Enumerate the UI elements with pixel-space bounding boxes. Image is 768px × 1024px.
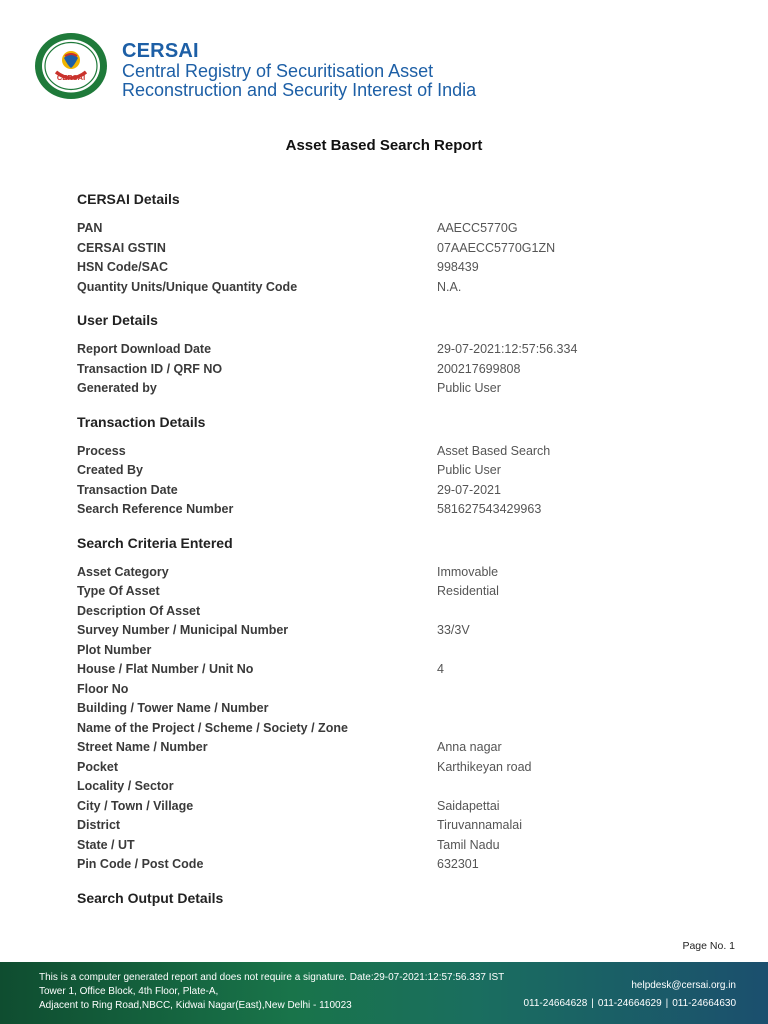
detail-row [77,379,677,399]
detail-label: State / UT [77,837,135,852]
detail-row [77,360,677,380]
cersai-details-rows [77,219,677,297]
detail-value: Public User [437,463,501,477]
detail-row [77,758,677,778]
search-criteria-section [77,534,677,875]
section-title: Search Criteria Entered [77,534,233,551]
detail-row [77,738,677,758]
detail-row [77,239,677,259]
detail-label: District [77,818,121,832]
detail-label: Pocket [77,759,118,774]
detail-row [77,481,677,501]
user-details-section [77,311,677,399]
phone-number: 011-24664629 [597,998,662,1009]
detail-label: Generated by [77,381,157,395]
detail-value: 581627543429963 [437,502,542,516]
svg-text:CERSAI: CERSAI [56,73,86,82]
detail-label: Report Download Date [77,342,212,356]
detail-label: Description Of Asset [77,603,201,618]
detail-label: Name of the Project / Scheme / Society / Zone [77,720,348,735]
transaction-details-section [77,413,677,520]
detail-label: CERSAI GSTIN [77,240,166,255]
detail-value: 29-07-2021 [437,482,501,497]
detail-row [77,641,677,661]
detail-row [77,602,677,622]
detail-value: Asset Based Search [437,443,551,458]
section-title: User Details [77,312,158,328]
detail-value: Immovable [437,564,499,579]
detail-label: Created By [77,463,143,477]
detail-value: 4 [437,662,444,676]
footer-address-line-1: Tower 1, Office Block, 4th Floor, Plate-A, [39,986,219,997]
detail-value: 632301 [437,857,479,871]
detail-label: PAN [77,221,103,235]
detail-row [77,660,677,680]
detail-label: City / Town / Village [77,798,194,813]
user-details-rows [77,340,677,399]
detail-label: HSN Code/SAC [77,260,168,274]
detail-row [77,563,677,583]
report-content [77,190,677,918]
detail-label: Process [77,443,126,458]
footer-contact [523,977,736,1013]
phone-separator: | [591,998,594,1009]
detail-label: Survey Number / Municipal Number [77,623,289,637]
footer-disclaimer: This is a computer generated report and does not require a signature. Date:29-07-2021:12:57:56.337 IST [39,972,505,983]
brand-full-name-line-1: Central Registry of Securitisation Asset [122,61,434,81]
page-number: Page No. 1 [682,940,735,952]
helpdesk-email-link[interactable]: helpdesk@cersai.org.in [631,980,736,991]
detail-label: Plot Number [77,642,152,657]
detail-row [77,699,677,719]
detail-row [77,855,677,875]
page-header [34,32,734,102]
detail-value: 200217699808 [437,361,521,376]
phone-number: 011-24664628 [523,998,588,1009]
detail-label: Transaction ID / QRF NO [77,361,223,376]
detail-row [77,500,677,520]
helpdesk-phones [523,995,736,1013]
detail-value: Residential [437,584,499,598]
search-output-section [77,889,677,907]
footer-address-line-2: Adjacent to Ring Road,NBCC, Kidwai Nagar(East),New Delhi - 110023 [39,1000,352,1011]
detail-row [77,582,677,602]
detail-label: Transaction Date [77,482,178,497]
detail-value: Public User [437,381,501,395]
brand-abbreviation: CERSAI [122,40,199,62]
detail-row [77,278,677,298]
detail-label: Street Name / Number [77,740,208,754]
detail-label: Asset Category [77,564,169,579]
search-criteria-rows [77,563,677,875]
detail-label: Search Reference Number [77,502,234,516]
detail-label: Locality / Sector [77,779,174,793]
detail-value: Anna nagar [437,740,502,754]
detail-value: Tamil Nadu [437,837,500,852]
detail-row [77,219,677,239]
detail-value: Tiruvannamalai [437,818,522,832]
detail-value: N.A. [437,279,462,294]
detail-row [77,836,677,856]
report-title: Asset Based Search Report [285,137,483,154]
detail-row [77,680,677,700]
detail-row [77,442,677,462]
detail-row [77,258,677,278]
detail-row [77,340,677,360]
phone-number: 011-24664630 [672,998,736,1009]
phone-separator: | [665,998,669,1009]
detail-label: Pin Code / Post Code [77,857,204,871]
detail-label: House / Flat Number / Unit No [77,662,254,676]
section-title: Search Output Details [77,889,224,906]
detail-label: Quantity Units/Unique Quantity Code [77,279,298,294]
detail-value: Saidapettai [437,798,500,813]
page-footer [0,962,768,1024]
detail-value: 29-07-2021:12:57:56.334 [437,342,578,356]
detail-row [77,621,677,641]
brand-block [122,41,476,99]
brand-full-name-line-2: Reconstruction and Security Interest of India [122,80,477,100]
detail-value: Karthikeyan road [437,759,532,774]
detail-value: 07AAECC5770G1ZN [437,240,556,255]
cersai-details-section [77,190,677,297]
section-title: CERSAI Details [77,191,180,207]
cersai-logo-icon [34,32,108,100]
footer-address [39,971,504,1013]
detail-value: 33/3V [437,623,470,637]
detail-value: AAECC5770G [437,221,518,235]
detail-row [77,816,677,836]
detail-value: 998439 [437,260,479,274]
detail-label: Floor No [77,681,129,696]
detail-row [77,461,677,481]
transaction-details-rows [77,442,677,520]
detail-row [77,719,677,739]
detail-row [77,797,677,817]
detail-label: Building / Tower Name / Number [77,701,269,715]
detail-label: Type Of Asset [77,584,160,598]
detail-row [77,777,677,797]
section-title: Transaction Details [77,413,206,430]
